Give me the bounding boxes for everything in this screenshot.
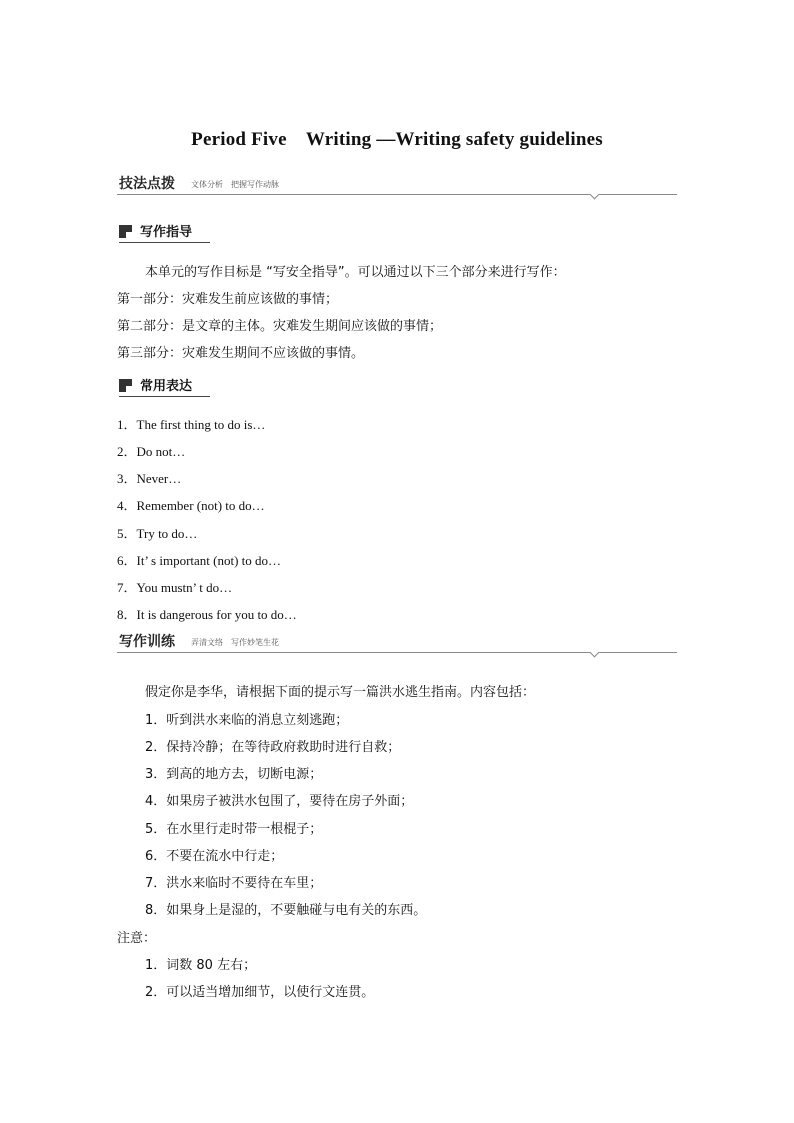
task-point: 7．洪水来临时不要待在车里； [145, 876, 323, 891]
task-point: 4．如果房子被洪水包围了，要待在房子外面； [145, 794, 414, 809]
task-point: 5．在水里行走时带一根棍子； [145, 822, 323, 837]
banner-sub-label: 弄清文络 写作妙笔生花 [191, 638, 279, 647]
expression-item: 4．Remember (not) to do… [117, 498, 265, 513]
banner-rule-notch [590, 648, 600, 658]
section-heading-text: 常用表达 [140, 379, 193, 394]
banner-rule-notch [590, 190, 600, 200]
writing-guide-part: 第三部分：灾难发生期间不应该做的事情。 [117, 346, 365, 361]
page-title: Period Five Writing —Writing safety guidelines [191, 129, 603, 150]
writing-guide-part: 第二部分：是文章的主体。灾难发生期间应该做的事情； [117, 319, 443, 334]
section-heading-text: 写作指导 [140, 225, 193, 240]
banner-main-label: 技法点拨 [119, 176, 175, 192]
section-banner-writing-practice [117, 631, 677, 655]
section-banner-techniques [117, 173, 677, 197]
task-point: 1．听到洪水来临的消息立刻逃跑； [145, 713, 349, 728]
task-point: 8．如果身上是湿的，不要触碰与电有关的东西。 [145, 903, 427, 918]
expression-item: 3．Never… [117, 471, 182, 486]
expression-item: 6．It’ s important (not) to do… [117, 553, 282, 568]
note-item: 2．可以适当增加细节，以使行文连贯。 [145, 985, 375, 1000]
note-label: 注意： [117, 931, 157, 946]
square-bullet-icon [119, 225, 132, 238]
task-prompt: 假定你是李华，请根据下面的提示写一篇洪水逃生指南。内容包括： [145, 685, 536, 700]
expression-item: 1．The first thing to do is… [117, 417, 266, 432]
expression-item: 2．Do not… [117, 444, 186, 459]
writing-guide-intro: 本单元的写作目标是 “写安全指导”。可以通过以下三个部分来进行写作： [145, 265, 566, 280]
heading-underline [119, 396, 210, 397]
banner-sub-label: 文体分析 把握写作动脉 [191, 180, 279, 189]
heading-underline [119, 242, 210, 243]
expression-item: 5．Try to do… [117, 526, 198, 541]
note-item: 1．词数 80 左右； [145, 958, 257, 973]
square-bullet-icon [119, 379, 132, 392]
banner-main-label: 写作训练 [119, 634, 175, 650]
writing-guide-part: 第一部分：灾难发生前应该做的事情； [117, 292, 339, 307]
expression-item: 7．You mustn’ t do… [117, 580, 233, 595]
task-point: 6．不要在流水中行走； [145, 849, 284, 864]
expression-item: 8．It is dangerous for you to do… [117, 607, 297, 622]
task-point: 2．保持冷静；在等待政府救助时进行自救； [145, 740, 401, 755]
task-point: 3．到高的地方去，切断电源； [145, 767, 323, 782]
